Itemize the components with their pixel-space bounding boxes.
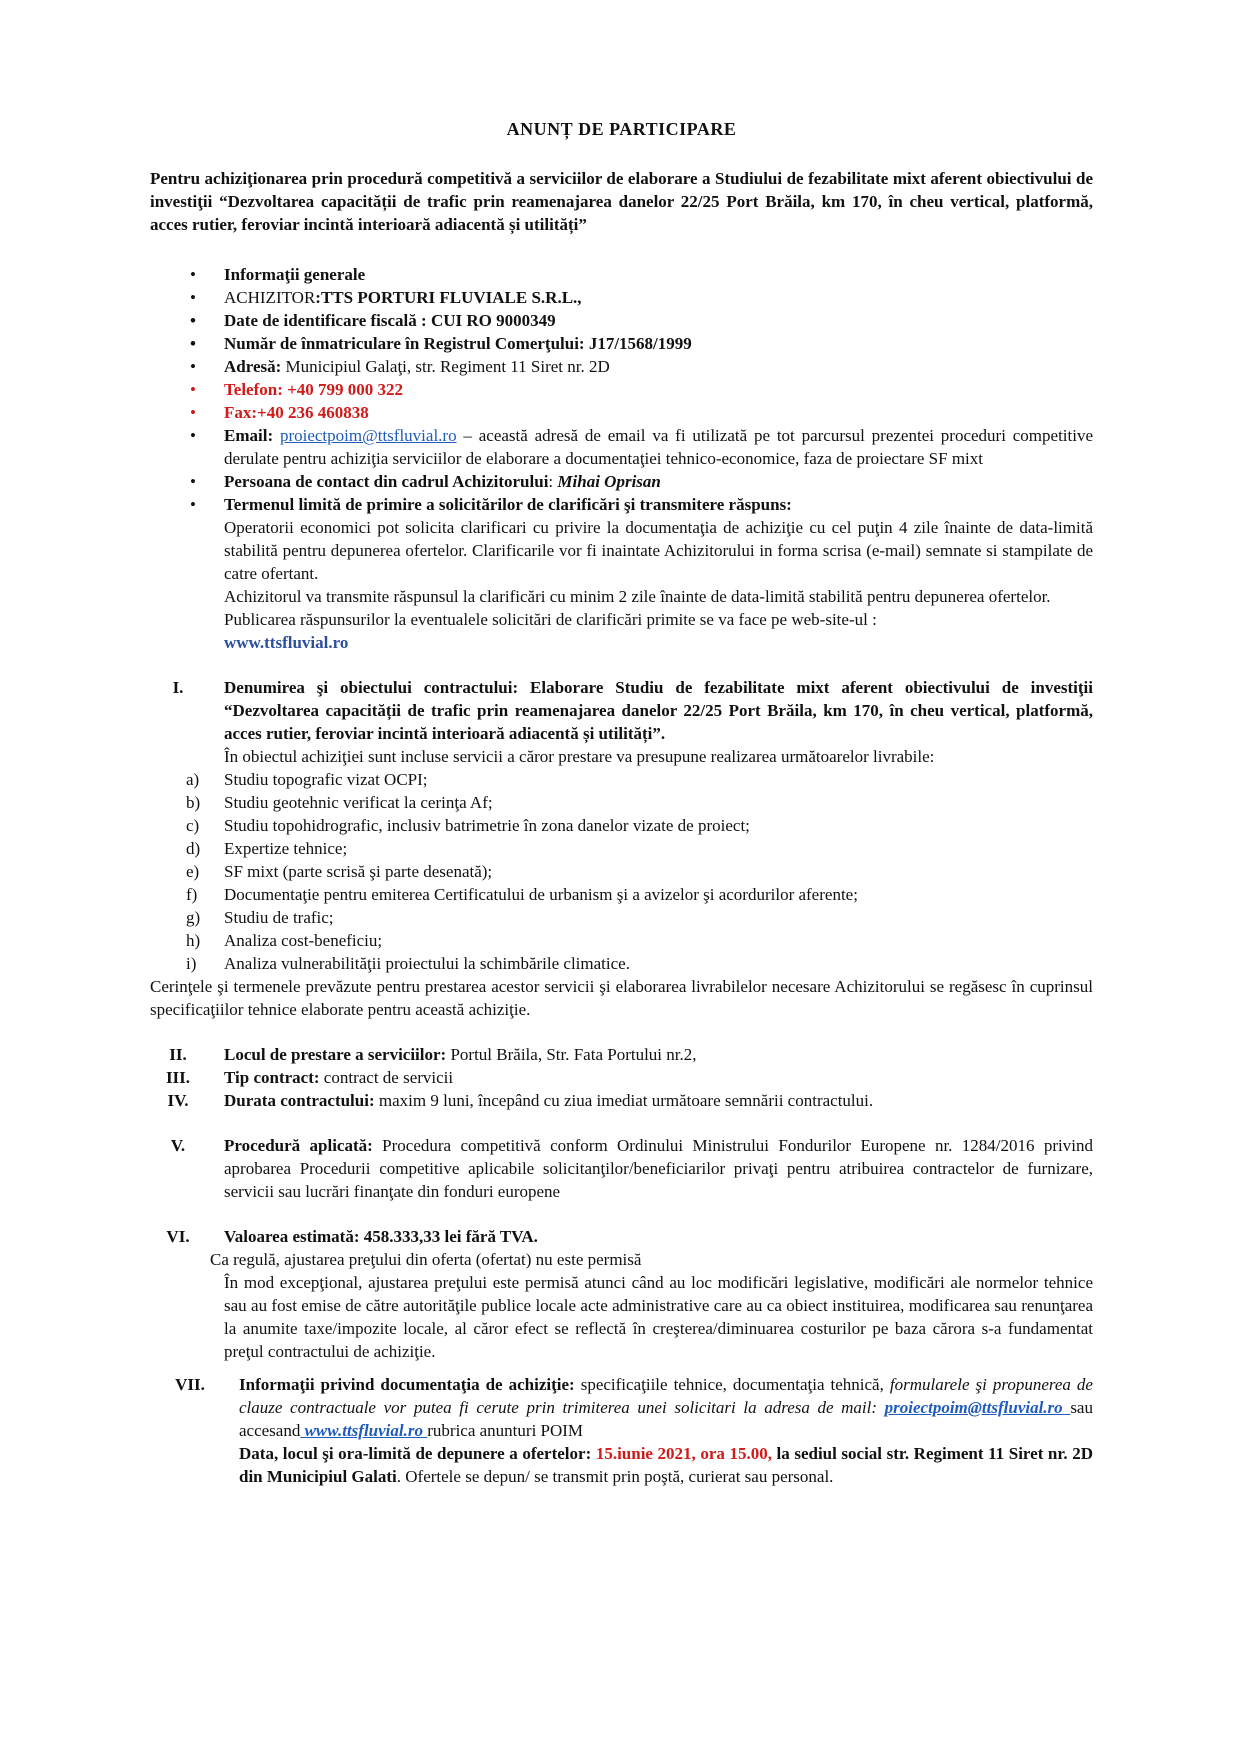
- list-item: • ACHIZITOR:TTS PORTURI FLUVIALE S.R.L.,: [190, 288, 582, 307]
- website-link[interactable]: www.ttsfluvial.ro: [224, 633, 349, 652]
- item-letter: c): [186, 816, 200, 835]
- list-item: • Termenul limită de primire a solicitărilor de clarificări şi transmitere răspuns: Operatorii economici pot solicita clarificari cu privire la documentaţia de achiziţie cu cel puţin 4 zile înainte de data-limită stabilită pentru depunerea ofertelor. Clarificarile vor fi inaintate Achizitorului in forma scrisa (e-mail) semnate si stampilate de catre ofertant. Achizitorul va transmite răspunsul la clarificări cu minim 2 zile înainte de data-limită stabilită pentru depunerea ofertelor. Publicarea răspunsurilor la eventualele solicitări de clarificări primite se va face pe web-site-ul : www.ttsfluvial.ro: [190, 495, 1093, 652]
- item-text: Expertize tehnice;: [224, 839, 348, 858]
- section-1: I. Denumirea şi obiectului contractului: Elaborare Studiu de fezabilitate mixt aferent obiectivului de investiţii “Dezvoltarea capacității de trafic prin reamenajarea danelor 22/25 Port Brăila, km 170, în cheu vertical, platformă, acces rutier, feroviar incintă interioară adiacentă și utilități”. În obiectul achiziţiei sunt incluse servicii a căror prestare va presupune realizarea următoarelor livrabile:: [172, 678, 1093, 766]
- item-letter: d): [186, 839, 201, 858]
- email-link[interactable]: proiectpoim@ttsfluvial.ro: [279, 426, 457, 445]
- bullet-icon: •: [190, 380, 196, 399]
- item-text: Studiu topografic vizat OCPI;: [224, 770, 428, 789]
- list-item: [150, 768, 1093, 791]
- item-text: Studiu geotehnic verificat la cerinţa Af;: [224, 793, 493, 812]
- bullet-icon: •: [190, 495, 196, 514]
- item-text: Studiu de trafic;: [224, 908, 334, 927]
- item-text: Analiza vulnerabilităţii proiectului la schimbările climatice.: [224, 954, 630, 973]
- section-3: III. Tip contract: contract de servicii: [165, 1068, 454, 1087]
- section-1-closing: Cerinţele şi termenele prevăzute pentru prestarea acestor servicii şi elaborarea livrabilelor necesare Achizitorului se regăsesc în cuprinsul specificaţiilor tehnice elaborate pentru această achiziţie.: [150, 977, 1093, 1019]
- list-item: [150, 906, 1093, 929]
- item-text: Documentaţie pentru emiterea Certificatului de urbanism şi a avizelor şi acordurilor aferente;: [224, 885, 858, 904]
- list-item: • Persoana de contact din cadrul Achizitorului: Mihai Oprisan: [190, 472, 661, 491]
- item-letter: h): [186, 931, 201, 950]
- list-item: • Fax:+40 236 460838: [190, 403, 369, 422]
- general-info-list: [150, 263, 1093, 654]
- list-item: [150, 929, 1093, 952]
- bullet-icon: •: [190, 334, 196, 353]
- list-item: [150, 860, 1093, 883]
- deliverables-list: [150, 768, 1093, 975]
- item-letter: a): [186, 770, 200, 789]
- bullet-icon: •: [190, 426, 196, 445]
- section-6: VI. Valoarea estimată: 458.333,33 lei fără TVA. Ca regulă, ajustarea preţului din oferta (ofertat) nu este permisă În mod excepţional, ajustarea preţului este permisă atunci când au loc modificări legislative, modificări ale normelor tehnice sau au fost emise de către autorităţile publice locale acte administrative care au ca obiect instituirea, modificarea sau renunţarea la anumite taxe/impozite locale, al căror efect se reflectă în creşterea/diminuarea costurilor pe baza cărora s-a fundamentat preţul contractului de achiziţie.: [166, 1227, 1093, 1361]
- bullet-icon: •: [190, 472, 196, 491]
- section-2: II. Locul de prestare a serviciilor: Portul Brăila, Str. Fata Portului nr.2,: [169, 1045, 697, 1064]
- list-item: [150, 791, 1093, 814]
- bullet-icon: •: [190, 311, 196, 330]
- item-text: Studiu topohidrografic, inclusiv batrimetrie în zona danelor vizate de proiect;: [224, 816, 750, 835]
- deadline-date: 15.iunie 2021, ora 15.00,: [595, 1444, 772, 1463]
- list-item: [150, 837, 1093, 860]
- list-item: [150, 952, 1093, 975]
- item-text: SF mixt (parte scrisă şi parte desenată);: [224, 862, 493, 881]
- list-item: [150, 814, 1093, 837]
- list-item: • Adresă: Municipiul Galaţi, str. Regiment 11 Siret nr. 2D: [190, 357, 610, 376]
- item-letter: b): [186, 793, 201, 812]
- list-item: • Număr de înmatriculare în Registrul Comerţului: J17/1568/1999: [190, 334, 692, 353]
- intro-paragraph: Pentru achiziţionarea prin procedură competitivă a serviciilor de elaborare a Studiului de fezabilitate mixt aferent obiectivului de investiţii “Dezvoltarea capacității de trafic prin reamenajarea danelor 22/25 Port Brăila, km 170, în cheu vertical, platformă, acces rutier, feroviar incintă interioară adiacentă și utilități”: [150, 169, 1093, 234]
- section-7: VII. Informaţii privind documentaţia de achiziţie: specificaţiile tehnice, documentaţia tehnică, formularele şi propunerea de clauze contractuale vor putea fi cerute prin trimiterea unei solicitari la adresa de mail: proiectpoim@ttsfluvial.ro sau accesand www.ttsfluvial.ro rubrica anunturi POIM Data, locul şi ora-limită de depunere a ofertelor: 15.iunie 2021, ora 15.00, la sediul social str. Regiment 11 Siret nr. 2D din Municipiul Galati. Ofertele se depun/ se transmit prin poştă, curierat sau personal.: [175, 1375, 1093, 1486]
- section-1-heading: Denumirea şi obiectului contractului: Elaborare Studiu de fezabilitate mixt aferent obiectivului de investiţii “Dezvoltarea capacității de trafic prin reamenajarea danelor 22/25 Port Brăila, km 170, în cheu vertical, platformă, acces rutier, feroviar incintă interioară adiacentă și utilități”.: [224, 678, 1093, 743]
- email-link-2[interactable]: proiectpoim@ttsfluvial.ro: [884, 1398, 1071, 1417]
- item-letter: f): [186, 885, 198, 904]
- list-item: [150, 378, 1093, 401]
- document-page: [150, 118, 1093, 1488]
- page-title: ANUNȚ DE PARTICIPARE: [506, 119, 737, 139]
- item-letter: e): [186, 862, 200, 881]
- bullet-icon: •: [190, 403, 196, 422]
- item-text: Analiza cost-beneficiu;: [224, 931, 383, 950]
- section-4: IV. Durata contractului: maxim 9 luni, începând cu ziua imediat următoare semnării contractului.: [167, 1091, 874, 1110]
- website-link-2[interactable]: www.ttsfluvial.ro: [300, 1421, 428, 1440]
- list-item: • Email: proiectpoim@ttsfluvial.ro – această adresă de email va fi utilizată pe tot parcursul prezentei proceduri competitive derulate pentru achiziţia serviciilor de elaborare a documentaţiei tehnico-economice, faza de proiectare SF mixt: [190, 426, 1094, 468]
- bullet-icon: •: [190, 357, 196, 376]
- list-item: [150, 883, 1093, 906]
- item-letter: g): [186, 908, 201, 927]
- section-5: V. Procedură aplicată: Procedura competitivă conform Ordinului Ministrului Fondurilor Europene nr. 1284/2016 privind aprobarea Procedurii competitive aplicabile solicitanţilor/beneficiarilor privaţi pentru atribuirea contractelor de furnizare, servicii sau lucrări finanţate din fonduri europene: [170, 1136, 1093, 1201]
- list-item: • Date de identificare fiscală : CUI RO 9000349: [190, 311, 556, 330]
- phone-text: Telefon: +40 799 000 322: [224, 380, 404, 399]
- item-letter: i): [186, 954, 197, 973]
- list-item: • Informaţii generale: [190, 265, 366, 284]
- bullet-icon: •: [190, 265, 196, 284]
- bullet-icon: •: [190, 288, 196, 307]
